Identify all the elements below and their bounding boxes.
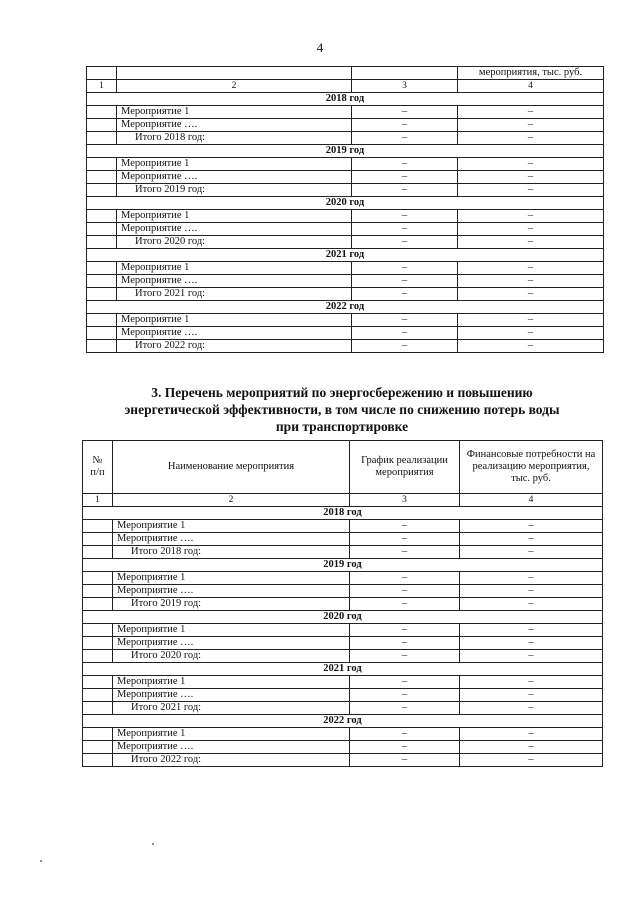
total-label: Итого 2021 год: <box>117 288 352 301</box>
row-number-cell <box>83 702 113 715</box>
finance-value: – <box>458 262 604 275</box>
schedule-value: – <box>352 223 458 236</box>
schedule-value: – <box>352 132 458 145</box>
total-row <box>87 132 604 145</box>
row-number-cell <box>87 288 117 301</box>
table-row <box>83 572 603 585</box>
row-number-cell <box>83 676 113 689</box>
year-header-row <box>83 663 603 676</box>
table-row <box>87 314 604 327</box>
finance-value: – <box>458 275 604 288</box>
row-number-cell <box>87 119 117 132</box>
row-number-cell <box>83 728 113 741</box>
schedule-value: – <box>352 327 458 340</box>
row-number-cell <box>87 340 117 353</box>
finance-value: – <box>460 624 603 637</box>
scan-speck <box>152 843 154 845</box>
year-label: 2022 год <box>83 715 603 728</box>
section-title-line: при транспортировке <box>275 419 409 434</box>
table-row <box>83 533 603 546</box>
schedule-value: – <box>350 520 460 533</box>
year-label: 2018 год <box>83 507 603 520</box>
finance-value: – <box>458 106 604 119</box>
row-number-cell <box>87 210 117 223</box>
finance-value: – <box>460 650 603 663</box>
finance-value: – <box>460 637 603 650</box>
column-number: 3 <box>350 494 460 507</box>
schedule-value: – <box>350 624 460 637</box>
schedule-value: – <box>352 184 458 197</box>
schedule-value: – <box>350 754 460 767</box>
year-label: 2021 год <box>87 249 604 262</box>
event-name: Мероприятие …. <box>113 689 350 702</box>
header-schedule: График реализации мероприятия <box>350 441 460 494</box>
section-title-line: энергетической эффективности, в том числе по снижению потерь воды <box>124 402 560 417</box>
row-number-cell <box>87 314 117 327</box>
finance-value: – <box>458 223 604 236</box>
total-label: Итого 2022 год: <box>117 340 352 353</box>
schedule-value: – <box>350 650 460 663</box>
year-label: 2018 год <box>87 93 604 106</box>
year-header-row <box>83 611 603 624</box>
year-header-row <box>83 507 603 520</box>
row-number-cell <box>87 158 117 171</box>
finance-value: – <box>460 676 603 689</box>
table-row <box>83 520 603 533</box>
year-header-row <box>83 559 603 572</box>
event-name: Мероприятие 1 <box>113 728 350 741</box>
event-name: Мероприятие 1 <box>117 106 352 119</box>
event-name: Мероприятие …. <box>113 741 350 754</box>
table-row <box>83 728 603 741</box>
table-row <box>83 689 603 702</box>
year-header-row <box>87 249 604 262</box>
schedule-value: – <box>350 598 460 611</box>
finance-value: – <box>458 340 604 353</box>
total-row <box>87 184 604 197</box>
finance-value: – <box>458 288 604 301</box>
section-title <box>82 384 602 435</box>
row-number-cell <box>83 624 113 637</box>
finance-value: – <box>458 171 604 184</box>
table-row <box>83 624 603 637</box>
column-number: 1 <box>87 80 117 93</box>
finance-value: – <box>458 119 604 132</box>
table-row <box>87 119 604 132</box>
finance-value: – <box>460 728 603 741</box>
total-label: Итого 2021 год: <box>113 702 350 715</box>
row-number-cell <box>83 598 113 611</box>
schedule-value: – <box>352 210 458 223</box>
finance-value: – <box>460 754 603 767</box>
finance-value: – <box>458 132 604 145</box>
schedule-value: – <box>350 676 460 689</box>
total-label: Итого 2020 год: <box>117 236 352 249</box>
row-number-cell <box>87 223 117 236</box>
total-label: Итого 2018 год: <box>117 132 352 145</box>
event-name: Мероприятие 1 <box>113 676 350 689</box>
table-row <box>87 171 604 184</box>
event-name: Мероприятие …. <box>113 585 350 598</box>
schedule-value: – <box>352 158 458 171</box>
row-number-cell <box>87 184 117 197</box>
year-header-row <box>87 301 604 314</box>
event-name: Мероприятие …. <box>117 327 352 340</box>
schedule-value: – <box>352 288 458 301</box>
column-numbers-row <box>87 80 604 93</box>
table-row <box>87 327 604 340</box>
row-number-cell <box>83 520 113 533</box>
finance-value: – <box>460 741 603 754</box>
row-number-cell <box>83 741 113 754</box>
row-number-cell <box>87 236 117 249</box>
scan-speck <box>40 860 42 862</box>
year-label: 2019 год <box>83 559 603 572</box>
event-name: Мероприятие …. <box>117 223 352 236</box>
column-number: 4 <box>458 80 604 93</box>
schedule-value: – <box>350 702 460 715</box>
finance-value: – <box>458 314 604 327</box>
column-numbers-row <box>83 494 603 507</box>
table-header-row <box>83 441 603 494</box>
header-fragment-cell <box>87 67 117 80</box>
finance-value: – <box>460 585 603 598</box>
schedule-value: – <box>350 572 460 585</box>
row-number-cell <box>87 132 117 145</box>
total-row <box>83 546 603 559</box>
schedule-value: – <box>352 314 458 327</box>
year-label: 2019 год <box>87 145 604 158</box>
year-label: 2020 год <box>83 611 603 624</box>
row-number-cell <box>83 650 113 663</box>
schedule-value: – <box>352 262 458 275</box>
schedule-value: – <box>350 637 460 650</box>
schedule-value: – <box>352 275 458 288</box>
event-name: Мероприятие …. <box>117 275 352 288</box>
table-row <box>87 275 604 288</box>
header-name: Наименование мероприятия <box>113 441 350 494</box>
finance-value: – <box>460 546 603 559</box>
row-number-cell <box>87 171 117 184</box>
schedule-value: – <box>350 689 460 702</box>
table-row <box>83 676 603 689</box>
table-row <box>87 262 604 275</box>
finance-value: – <box>460 689 603 702</box>
finance-value: – <box>460 572 603 585</box>
page-number: 4 <box>316 40 324 55</box>
year-label: 2022 год <box>87 301 604 314</box>
table-header-fragment-row <box>87 67 604 80</box>
year-label: 2020 год <box>87 197 604 210</box>
finance-value: – <box>458 158 604 171</box>
row-number-cell <box>83 533 113 546</box>
schedule-value: – <box>352 171 458 184</box>
year-header-row <box>83 715 603 728</box>
table-row <box>87 223 604 236</box>
schedule-value: – <box>350 546 460 559</box>
column-number: 4 <box>460 494 603 507</box>
finance-value: – <box>458 210 604 223</box>
finance-value: – <box>458 327 604 340</box>
table-row <box>87 158 604 171</box>
schedule-value: – <box>350 533 460 546</box>
total-row <box>83 650 603 663</box>
event-name: Мероприятие 1 <box>117 262 352 275</box>
event-name: Мероприятие 1 <box>117 158 352 171</box>
total-label: Итого 2019 год: <box>113 598 350 611</box>
row-number-cell <box>87 327 117 340</box>
event-name: Мероприятие 1 <box>113 624 350 637</box>
event-name: Мероприятие 1 <box>117 210 352 223</box>
event-name: Мероприятие …. <box>117 119 352 132</box>
finance-value: – <box>458 184 604 197</box>
header-finance: Финансовые потребности на реализацию мероприятия, тыс. руб. <box>460 441 603 494</box>
total-label: Итого 2022 год: <box>113 754 350 767</box>
event-name: Мероприятие …. <box>117 171 352 184</box>
row-number-cell <box>83 546 113 559</box>
event-name: Мероприятие …. <box>113 533 350 546</box>
total-row <box>83 598 603 611</box>
year-header-row <box>87 145 604 158</box>
schedule-value: – <box>352 340 458 353</box>
header-fragment-text: мероприятия, тыс. руб. <box>458 67 604 80</box>
finance-value: – <box>460 520 603 533</box>
table-row <box>87 106 604 119</box>
event-name: Мероприятие 1 <box>113 572 350 585</box>
schedule-value: – <box>352 106 458 119</box>
total-label: Итого 2019 год: <box>117 184 352 197</box>
total-row <box>83 702 603 715</box>
schedule-value: – <box>352 236 458 249</box>
total-row <box>83 754 603 767</box>
total-row <box>87 236 604 249</box>
year-header-row <box>87 197 604 210</box>
row-number-cell <box>87 106 117 119</box>
header-fragment-cell <box>117 67 352 80</box>
header-number: № п/п <box>83 441 113 494</box>
column-number: 2 <box>117 80 352 93</box>
table-row <box>83 637 603 650</box>
year-header-row <box>87 93 604 106</box>
table-row <box>87 210 604 223</box>
row-number-cell <box>83 754 113 767</box>
schedule-value: – <box>350 728 460 741</box>
table-row <box>83 741 603 754</box>
total-row <box>87 288 604 301</box>
row-number-cell <box>87 275 117 288</box>
year-label: 2021 год <box>83 663 603 676</box>
total-label: Итого 2018 год: <box>113 546 350 559</box>
column-number: 3 <box>352 80 458 93</box>
finance-value: – <box>460 598 603 611</box>
events-table-continued <box>86 66 604 353</box>
row-number-cell <box>87 262 117 275</box>
row-number-cell <box>83 585 113 598</box>
section-title-line: 3. Перечень мероприятий по энергосбережению и повышению <box>151 385 533 400</box>
total-label: Итого 2020 год: <box>113 650 350 663</box>
row-number-cell <box>83 572 113 585</box>
row-number-cell <box>83 689 113 702</box>
column-number: 2 <box>113 494 350 507</box>
event-name: Мероприятие 1 <box>113 520 350 533</box>
row-number-cell <box>83 637 113 650</box>
schedule-value: – <box>352 119 458 132</box>
total-row <box>87 340 604 353</box>
event-name: Мероприятие …. <box>113 637 350 650</box>
finance-value: – <box>460 533 603 546</box>
finance-value: – <box>458 236 604 249</box>
finance-value: – <box>460 702 603 715</box>
schedule-value: – <box>350 585 460 598</box>
table-row <box>83 585 603 598</box>
header-fragment-cell <box>352 67 458 80</box>
schedule-value: – <box>350 741 460 754</box>
energy-saving-events-table <box>82 440 603 767</box>
event-name: Мероприятие 1 <box>117 314 352 327</box>
column-number: 1 <box>83 494 113 507</box>
